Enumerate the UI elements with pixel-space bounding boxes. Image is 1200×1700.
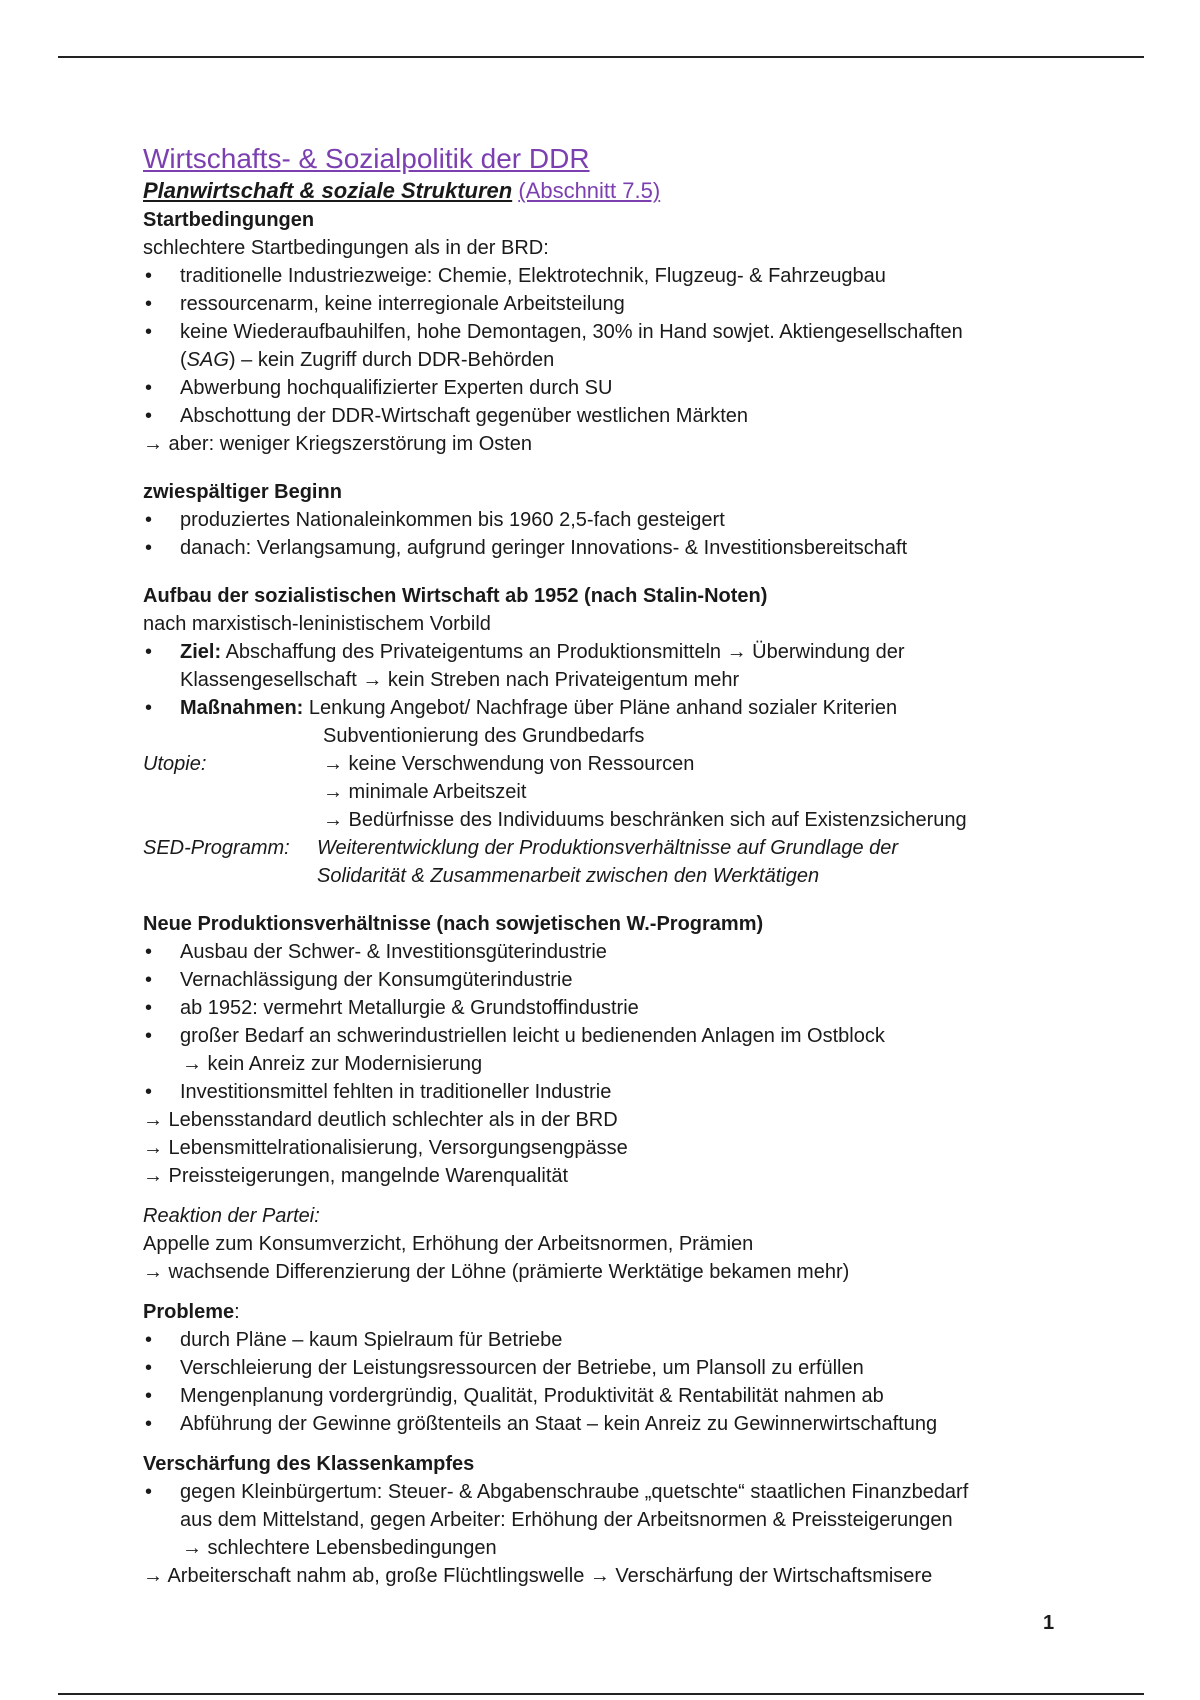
sag-abbreviation: SAG bbox=[186, 349, 229, 371]
list-item: • durch Pläne – kaum Spielraum für Betriebe bbox=[143, 1326, 1073, 1354]
bullet-list-aufbau bbox=[143, 638, 1073, 722]
utopie-line: → keine Verschwendung von Ressourcen bbox=[323, 753, 695, 775]
bullet-list-probleme bbox=[143, 1326, 1073, 1438]
sag-open: ( bbox=[180, 349, 187, 371]
list-item bbox=[143, 1022, 1073, 1078]
bullet-list-beginn bbox=[143, 506, 1073, 562]
bullet-list-produktionsverhaeltnisse bbox=[143, 938, 1073, 1106]
arrow-note: → Lebensmittelrationalisierung, Versorgungsengpässe bbox=[143, 1137, 628, 1159]
list-item: • ab 1952: vermehrt Metallurgie & Grundstoffindustrie bbox=[143, 994, 1073, 1022]
list-item: • Abführung der Gewinne größtenteils an Staat – kein Anreiz zu Gewinnerwirtschaftung bbox=[143, 1410, 1073, 1438]
section-heading-aufbau: Aufbau der sozialistischen Wirtschaft ab 1952 (nach Stalin-Noten) bbox=[143, 585, 768, 607]
list-item: • ressourcenarm, keine interregionale Arbeitsteilung bbox=[143, 290, 1073, 318]
sed-continuation: Solidarität & Zusammenarbeit zwischen den Werktätigen bbox=[317, 865, 820, 887]
sed-row bbox=[143, 834, 1073, 862]
bottom-rule bbox=[58, 1693, 1144, 1695]
bullet-list-klassenkampf bbox=[143, 1478, 1073, 1562]
arrow-note: → aber: weniger Kriegszerstörung im Osten bbox=[143, 433, 533, 455]
list-item: • Verschleierung der Leistungsressourcen der Betriebe, um Plansoll zu erfüllen bbox=[143, 1354, 1073, 1382]
arrow-note: → Lebensstandard deutlich schlechter als in der BRD bbox=[143, 1109, 618, 1131]
document-body bbox=[143, 142, 1073, 1590]
massnahmen-label: Maßnahmen: bbox=[180, 697, 304, 719]
list-item: • produziertes Nationaleinkommen bis 1960 2,5-fach gesteigert bbox=[143, 506, 1073, 534]
massnahmen-text: Lenkung Angebot/ Nachfrage über Pläne anhand sozialer Kriterien bbox=[308, 697, 898, 719]
section-heading-startbedingungen: Startbedingungen bbox=[143, 209, 315, 231]
utopie-line: → minimale Arbeitszeit bbox=[323, 781, 527, 803]
page-title[interactable]: Wirtschafts- & Sozialpolitik der DDR bbox=[143, 143, 590, 174]
ziel-continuation: Klassengesellschaft → kein Streben nach Privateigentum mehr bbox=[180, 669, 740, 691]
section-intro: schlechtere Startbedingungen als in der BRD: bbox=[143, 237, 549, 259]
section-heading-probleme-row bbox=[143, 1298, 1073, 1326]
list-item: • Vernachlässigung der Konsumgüterindustrie bbox=[143, 966, 1073, 994]
list-item-ziel bbox=[143, 638, 1073, 694]
reaktion-line: Appelle zum Konsumverzicht, Erhöhung der Arbeitsnormen, Prämien bbox=[143, 1233, 754, 1255]
utopie-label: Utopie: bbox=[143, 753, 207, 775]
subtitle-text: Planwirtschaft & soziale Strukturen bbox=[143, 178, 513, 203]
list-item-massnahmen bbox=[143, 694, 1073, 722]
heading-colon: : bbox=[234, 1301, 240, 1323]
list-item-text: großer Bedarf an schwerindustriellen leicht u bedienenden Anlagen im Ostblock bbox=[180, 1025, 885, 1047]
utopie-line: → Bedürfnisse des Individuums beschränken sich auf Existenzsicherung bbox=[323, 809, 967, 831]
list-item: • Abschottung der DDR-Wirtschaft gegenüber westlichen Märkten bbox=[143, 402, 1073, 430]
ziel-text: Abschaffung des Privateigentums an Produktionsmitteln → Überwindung der bbox=[225, 641, 905, 663]
massnahmen-continuation-row bbox=[143, 722, 1073, 750]
list-item: • Investitionsmittel fehlten in traditioneller Industrie bbox=[143, 1078, 1073, 1106]
arrow-note: → Preissteigerungen, mangelnde Warenqualität bbox=[143, 1165, 569, 1187]
list-item: • Abwerbung hochqualifizierter Experten durch SU bbox=[143, 374, 1073, 402]
list-item: • Ausbau der Schwer- & Investitionsgüterindustrie bbox=[143, 938, 1073, 966]
section-heading-klassenkampf: Verschärfung des Klassenkampfes bbox=[143, 1453, 475, 1475]
list-item bbox=[143, 318, 1073, 374]
section-reference-link[interactable]: (Abschnitt 7.5) bbox=[518, 178, 661, 203]
list-item bbox=[143, 1478, 1073, 1562]
arrow-note: → wachsende Differenzierung der Löhne (prämierte Werktätige bekamen mehr) bbox=[143, 1261, 850, 1283]
page-number: 1 bbox=[1043, 1612, 1055, 1634]
list-item-continuation: → kein Anreiz zur Modernisierung bbox=[182, 1053, 483, 1075]
list-item-text: keine Wiederaufbauhilfen, hohe Demontagen, 30% in Hand sowjet. Aktiengesellschaften bbox=[180, 321, 963, 343]
top-rule bbox=[58, 56, 1144, 58]
section-heading-produktionsverhaeltnisse: Neue Produktionsverhältnisse (nach sowjetischen W.-Programm) bbox=[143, 913, 764, 935]
list-item: • danach: Verlangsamung, aufgrund geringer Innovations- & Investitionsbereitschaft bbox=[143, 534, 1073, 562]
sed-text: Weiterentwicklung der Produktionsverhältnisse auf Grundlage der bbox=[317, 837, 899, 859]
list-item-continuation: → schlechtere Lebensbedingungen bbox=[182, 1537, 497, 1559]
sed-label: SED-Programm: bbox=[143, 837, 290, 859]
list-item: • Mengenplanung vordergründig, Qualität, Produktivität & Rentabilität nahmen ab bbox=[143, 1382, 1073, 1410]
utopie-row bbox=[143, 750, 1073, 778]
subtitle bbox=[143, 176, 1073, 206]
list-item-text: gegen Kleinbürgertum: Steuer- & Abgabenschraube „quetschte“ staatlichen Finanzbedarf bbox=[180, 1481, 969, 1503]
list-item-text: aus dem Mittelstand, gegen Arbeiter: Erhöhung der Arbeitsnormen & Preissteigerungen bbox=[180, 1509, 953, 1531]
bullet-list-startbedingungen bbox=[143, 262, 1073, 430]
section-intro: nach marxistisch-leninistischem Vorbild bbox=[143, 613, 491, 635]
section-heading-beginn: zwiespältiger Beginn bbox=[143, 481, 342, 503]
sag-rest: ) – kein Zugriff durch DDR-Behörden bbox=[228, 349, 555, 371]
ziel-label: Ziel: bbox=[180, 641, 222, 663]
massnahmen-continuation: Subventionierung des Grundbedarfs bbox=[323, 725, 645, 747]
section-heading-reaktion: Reaktion der Partei: bbox=[143, 1205, 320, 1227]
section-heading-probleme: Probleme bbox=[143, 1301, 235, 1323]
arrow-note: → Arbeiterschaft nahm ab, große Flüchtlingswelle → Verschärfung der Wirtschaftsmisere bbox=[143, 1565, 933, 1587]
list-item: • traditionelle Industriezweige: Chemie, Elektrotechnik, Flugzeug- & Fahrzeugbau bbox=[143, 262, 1073, 290]
